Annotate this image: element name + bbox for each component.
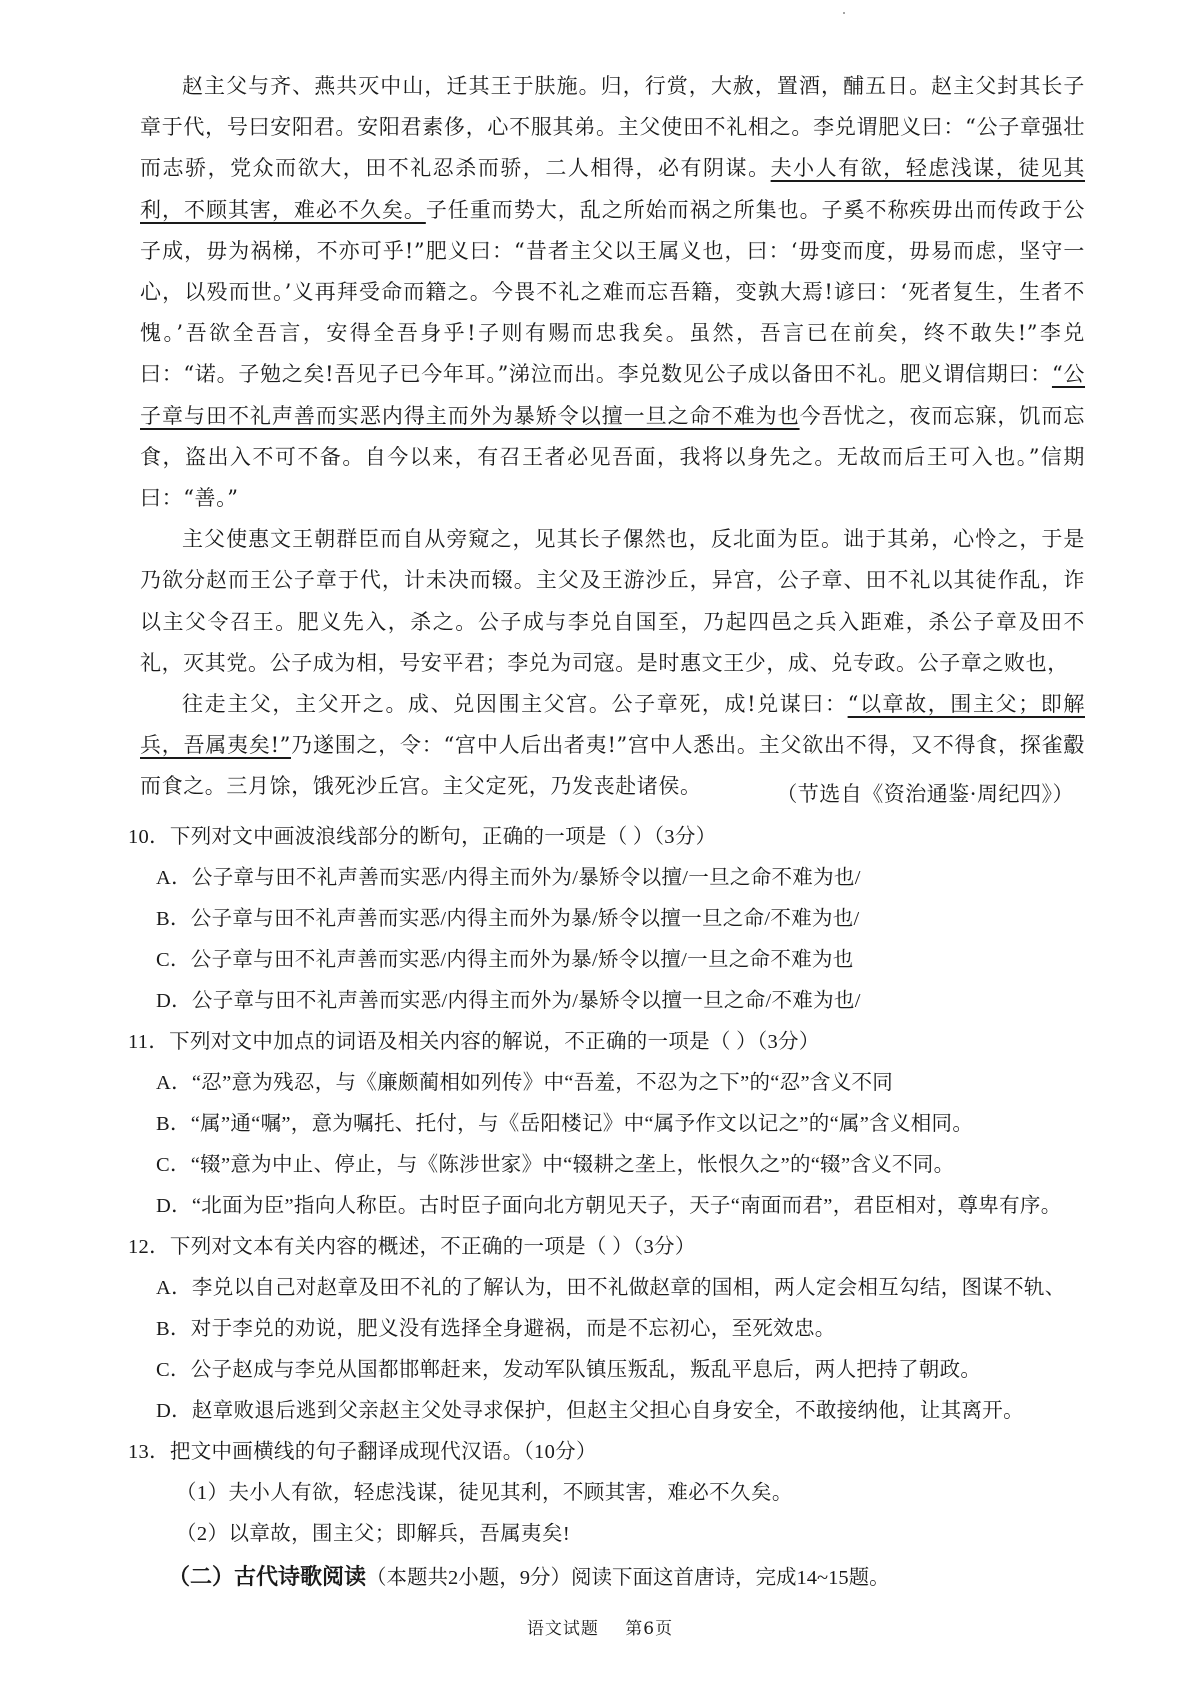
passage-text: 乃遂围之，令：“宫中人后出者夷!”宫中人悉出。主父欲出不得，又不得食，探雀鷇而食之。三月馀，饿死沙丘宫。主父定死，乃发丧赴诸侯。 [140,733,1085,799]
question-11-option-b: B．“属”通“嘱”，意为嘱托、托付，与《岳阳楼记》中“属予作文以记之”的“属”含义相同。 [156,1113,974,1135]
section-instructions: （本题共2小题，9分）阅读下面这首唐诗，完成14~15题。 [366,1567,890,1589]
classical-passage [140,66,1085,808]
section-title: （二）古代诗歌阅读 [168,1565,367,1590]
question-11-option-a: A．“忍”意为残忍，与《廉颇蔺相如列传》中“吾羞，不忍为之下”的“忍”含义不同 [156,1072,894,1094]
passage-source: （节选自《资治通鉴·周纪四》） [776,782,1074,806]
question-12-stem: 12．下列对文本有关内容的概述，不正确的一项是（ ）（3分） [128,1236,696,1258]
question-12-option-a: A．李兑以自己对赵章及田不礼的了解认为，田不礼做赵章的国相，两人定会相互勾结，图谋不轨、 [156,1277,1066,1299]
question-10-option-a: A．公子章与田不礼声善而实恶/内得主而外为/暴矫令以擅/一旦之命不难为也/ [156,867,861,889]
question-list [128,817,1098,1599]
question-10-option-c: C．公子章与田不礼声善而实恶/内得主而外为暴/矫令以擅/一旦之命不难为也 [156,949,854,971]
question-13-sub-2: （2）以章故，围主父；即解兵，吾属夷矣! [176,1523,571,1545]
passage-paragraph-2: 主父使惠文王朝群臣而自从旁窥之，见其长子傫然也，反北面为臣。诎于其弟，心怜之，于是乃欲分赵而王公子章于代，计未决而辍。主父及王游沙丘，异宫，公子章、田不礼以其徒作乱，诈以主父令召王。肥义先入，杀之。公子成与李兑自国至，乃起四邑之兵入距难，杀公子章及田不礼，灭其党。公子成为相，号安平君；李兑为司寇。是时惠文王少，成、兑专政。公子章之败也， [140,527,1085,675]
question-11-option-d: D．“北面为臣”指向人称臣。古时臣子面向北方朝见天子，天子“南面而君”，君臣相对，尊卑有序。 [156,1195,1062,1217]
question-10-option-d: D．公子章与田不礼声善而实恶/内得主而外为/暴矫令以擅一旦之命/不难为也/ [156,990,861,1012]
wavy-underlined-sentence: “公子章与田不礼声善而实恶内得主而外为暴矫令以擅一旦之命不难为也 [140,362,1086,428]
question-10-option-b: B．公子章与田不礼声善而实恶/内得主而外为暴/矫令以擅一旦之命/不难为也/ [156,908,860,930]
footer-subject: 语文试题 [526,1619,599,1639]
passage-text: 赵主父与齐、燕共灭中山，迁其王于肤施。归，行赏，大赦，置酒，酺五日。赵主父封其长子章于代，号曰安阳君。安阳君素侈，心不服其弟。主父使田不礼相之。李兑谓肥义曰：“公子章强壮而志骄，党众而欲大，田不礼忍杀而骄，二人相得，必有阴谋。 [140,74,1085,181]
scan-dot [843,12,845,14]
question-10-stem: 10．下列对文中画波浪线部分的断句，正确的一项是（ ）（3分） [128,826,717,848]
question-12-option-b: B．对于李兑的劝说，肥义没有选择全身避祸，而是不忘初心，至死效忠。 [156,1318,836,1340]
footer-page-number: 第6页 [625,1619,674,1639]
passage-text: 往走主父，主父开之。成、兑因围主父宫。公子章死，成!兑谋曰： [182,692,848,717]
passage-paragraph-1 [140,66,1085,519]
question-13-sub-1: （1）夫小人有欲，轻虑浅谋，徒见其利，不顾其害，难必不久矣。 [176,1482,793,1504]
underlined-sentence-1: 夫小人有欲，轻虑浅谋，徒见其利，不顾其害，难必不久矣。 [140,156,1085,222]
question-11-option-c: C．“辍”意为中止、停止，与《陈涉世家》中“辍耕之垄上，怅恨久之”的“辍”含义不同。 [156,1154,955,1176]
question-12-option-d: D．赵章败退后逃到父亲赵主父处寻求保护，但赵主父担心自身安全，不敢接纳他，让其离开。 [156,1400,1024,1422]
passage-text: 今吾忧之，夜而忘寐，饥而忘食，盗出入不可不备。自今以来，有召王者必见吾面，我将以身先之。无故而后王可入也。”信期曰：“善。” [140,403,1085,511]
question-12-option-c: C．公子赵成与李兑从国都邯郸赶来，发动军队镇压叛乱，叛乱平息后，两人把持了朝政。 [156,1359,982,1381]
question-11-stem: 11．下列对文中加点的词语及相关内容的解说，不正确的一项是（ ）（3分） [128,1031,820,1053]
passage-text: 子任重而势大，乱之所始而祸之所集也。子奚不称疾毋出而传政于公子成，毋为祸梯，不亦可乎!”肥义曰：“昔者主父以王属义也，曰：‘毋变而度，毋易而虑，坚守一心，以殁而世。’义再拜受命而籍之。今畏不礼之难而忘吾籍，变孰大焉!谚曰：‘死者复生，生者不愧。’吾欲全吾言，安得全吾身乎!子则有赐而忠我矣。虽然，吾言已在前矣，终不敢失!”李兑曰：“诺。子勉之矣!吾见子已今年耳。”涕泣而出。李兑数见公子成以备田不礼。肥义谓信期曰： [140,197,1085,387]
question-13-stem: 13．把文中画横线的句子翻译成现代汉语。（10分） [128,1441,597,1463]
section-heading [168,1557,1098,1599]
underlined-sentence-2: “以章故，围主父；即解兵，吾属夷矣!” [140,692,1085,758]
page-footer [0,1614,1200,1639]
